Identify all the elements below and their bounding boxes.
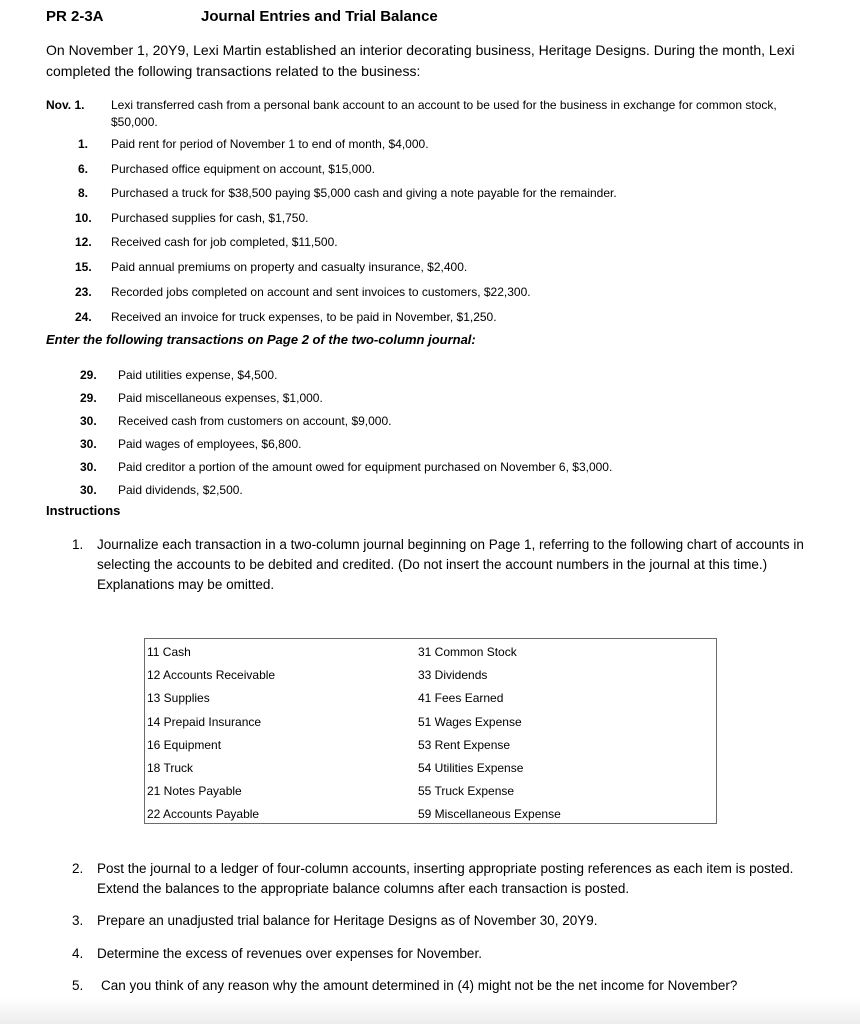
step-number: 2.: [72, 861, 84, 876]
transaction-text: Paid rent for period of November 1 to end of month, $4,000.: [111, 137, 429, 151]
transaction-text: Paid annual premiums on property and casualty insurance, $2,400.: [111, 260, 468, 274]
account-entry: 12 Accounts Receivable: [147, 668, 276, 683]
transaction-text: Received cash for job completed, $11,500.: [111, 235, 338, 249]
account-entry: 11 Cash: [147, 645, 191, 659]
transaction-date: 29.: [80, 391, 97, 405]
account-entry: 51 Wages Expense: [418, 714, 522, 729]
problem-code: PR 2-3A: [46, 8, 104, 25]
account-entry: 13 Supplies: [147, 691, 210, 706]
transaction-date: 24.: [75, 310, 92, 324]
transaction-date: 6.: [78, 162, 89, 176]
transaction-text: Purchased a truck for $38,500 paying $5,000 cash and giving a note payable for the remainder.: [111, 186, 617, 200]
transaction-text: Purchased supplies for cash, $1,750.: [111, 211, 309, 225]
account-entry: 16 Equipment: [147, 737, 222, 752]
intro-paragraph: On November 1, 20Y9, Lexi Martin established an interior decorating business, Heritage Designs. During the month, Lexi completed the following transactions related to the business:: [46, 42, 795, 79]
step-text: Prepare an unadjusted trial balance for Heritage Designs as of November 30, 20Y9.: [97, 913, 598, 928]
transaction-date: 15.: [75, 260, 92, 274]
account-entry: 53 Rent Expense: [418, 737, 511, 752]
transaction-date: Nov. 1.: [46, 98, 85, 112]
step-text: Can you think of any reason why the amount determined in (4) might not be the net income for November?: [101, 978, 738, 993]
transaction-date: 8.: [78, 186, 89, 200]
transaction-text: Paid creditor a portion of the amount owed for equipment purchased on November 6, $3,000.: [118, 460, 613, 474]
accounts-right-column: [418, 644, 561, 830]
transaction-date: 30.: [80, 483, 97, 497]
accounts-left-column: [147, 644, 275, 830]
transaction-text: Paid wages of employees, $6,800.: [118, 437, 302, 451]
transaction-date: 12.: [75, 235, 92, 249]
account-entry: 22 Accounts Payable: [147, 807, 260, 822]
transaction-date: 30.: [80, 437, 97, 451]
chart-of-accounts: [144, 638, 717, 824]
transaction-text: Paid utilities expense, $4,500.: [118, 368, 278, 382]
account-entry: 54 Utilities Expense: [418, 760, 524, 775]
problem-title: Journal Entries and Trial Balance: [201, 8, 438, 25]
account-entry: 55 Truck Expense: [418, 784, 515, 799]
transaction-date: 29.: [80, 368, 97, 382]
transaction-date: 1.: [78, 137, 89, 151]
transaction-text: Paid miscellaneous expenses, $1,000.: [118, 391, 323, 405]
transaction-text: Recorded jobs completed on account and sent invoices to customers, $22,300.: [111, 285, 531, 299]
transaction-text: Lexi transferred cash from a personal bank account to an account to be used for the business in exchange for common stock, $50,000.: [111, 98, 777, 129]
transaction-date: 10.: [75, 211, 92, 225]
page2-note: Enter the following transactions on Page 2 of the two-column journal:: [46, 332, 476, 347]
transaction-date: 23.: [75, 285, 92, 299]
account-entry: 21 Notes Payable: [147, 784, 242, 799]
account-entry: 33 Dividends: [418, 668, 488, 683]
account-entry: 41 Fees Earned: [418, 691, 504, 706]
transaction-text: Received cash from customers on account, $9,000.: [118, 414, 392, 428]
step-text: Journalize each transaction in a two-column journal beginning on Page 1, referring to the following chart of accounts in selecting the accounts to be debited and credited. (Do not insert the account numbers in the journal at this time.) Explanations may be omitted.: [97, 537, 804, 592]
step-number: 5.: [72, 978, 84, 993]
step-number: 4.: [72, 946, 84, 961]
account-entry: 59 Miscellaneous Expense: [418, 807, 561, 822]
transaction-text: Received an invoice for truck expenses, to be paid in November, $1,250.: [111, 310, 497, 324]
account-entry: 31 Common Stock: [418, 645, 517, 659]
account-entry: 18 Truck: [147, 760, 194, 775]
account-entry: 14 Prepaid Insurance: [147, 714, 262, 729]
step-text: Post the journal to a ledger of four-column accounts, inserting appropriate posting references as each item is posted. Extend the balances to the appropriate balance columns after each transaction is posted.: [97, 861, 794, 896]
transaction-text: Purchased office equipment on account, $15,000.: [111, 162, 375, 176]
page-bottom-shadow: [0, 998, 860, 1024]
step-number: 1.: [72, 537, 84, 552]
transaction-date: 30.: [80, 460, 97, 474]
transaction-text: Paid dividends, $2,500.: [118, 483, 243, 497]
step-text: Determine the excess of revenues over expenses for November.: [97, 946, 482, 961]
transaction-date: 30.: [80, 414, 97, 428]
step-number: 3.: [72, 913, 84, 928]
instructions-heading: Instructions: [46, 503, 121, 518]
